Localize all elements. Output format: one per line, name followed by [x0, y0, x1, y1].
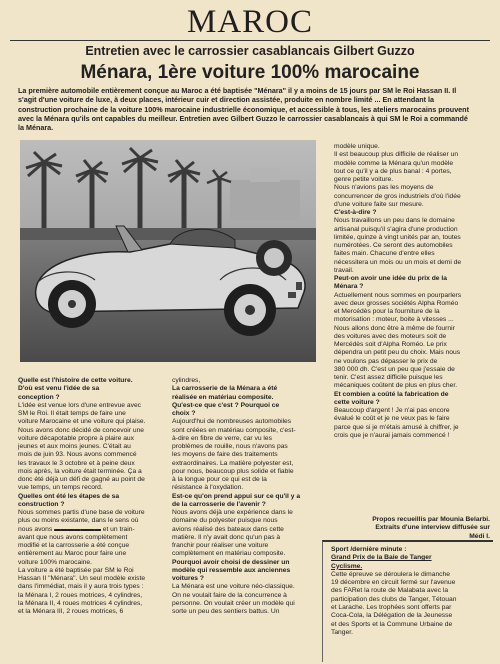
lead-line: s'agit d'une voiture de luxe, à deux places, intérieur cuir et direction assistée, produite en nombre limité ... En attendant la: [18, 95, 435, 105]
text-line: complètement en matériau composite.: [172, 550, 286, 558]
text-line: et Mercédès pour la fourniture de la: [334, 308, 440, 315]
column-1: [18, 377, 168, 616]
text-line: Et combien a coûté la fabrication de: [334, 390, 449, 398]
text-line: construction ?: [18, 500, 65, 508]
text-line: avions réalisé des bateaux dans cette: [172, 525, 284, 533]
text-line: tout ce qu'il y a de plus banal : 4 portes,: [334, 167, 452, 175]
text-line: artisanal puisqu'il s'agira d'une production: [334, 225, 458, 233]
text-line: voiture Marocaine et une voiture qui plaise.: [18, 418, 146, 426]
credit-line: Extraits d'une interview diffusée sur: [375, 524, 490, 532]
text-line: mécaniques coûtent de plus en plus cher.: [334, 382, 458, 390]
sport-news-line: et Larache. Les trophées sont offerts par: [331, 604, 452, 612]
text-line: Nous sommes partis d'une base de voiture: [18, 509, 145, 516]
text-line: nécessitera un mois ou un mois et demi de: [334, 258, 462, 266]
column-3: [334, 143, 490, 440]
article-credit: [340, 516, 490, 541]
sport-news-line: des FARet la route de Malabata avec la: [331, 587, 449, 595]
text-line: choix ?: [172, 410, 196, 417]
text-line: des voitures avec des moteurs soit de: [334, 332, 447, 340]
text-line: tenir. C'est assez difficile puisque les: [334, 374, 443, 381]
text-line: cylindres,: [172, 377, 201, 384]
text-line: Aujourd'hui de nombreuses automobiles: [172, 418, 292, 426]
text-line: voitures ?: [172, 575, 204, 582]
text-line: donc été déjà un défi de gagné au point de: [18, 476, 145, 483]
section-title: MAROC: [186, 4, 314, 40]
text-line: évalué le coût et je ne veux pas le faire: [334, 415, 450, 423]
sport-news-label: Sport /dernière minute :: [331, 546, 407, 553]
text-line: Nous n'avions pas les moyens de: [334, 184, 434, 192]
text-line: limitée, quinze à vingt unités par an, toutes: [334, 233, 461, 241]
text-line: extraordinaires. La matière polyester est,: [172, 459, 294, 467]
text-line: modèle comme la Ménara qu'un modèle: [334, 159, 454, 167]
text-line: Actuellement nous sommes en pourparlers: [334, 291, 462, 299]
text-line: cette voiture ?: [334, 398, 380, 406]
text-line: et la Ménara III, 2 roues motrices, 6: [18, 608, 124, 615]
text-line: crois que je n'aurai jamais commencé !: [334, 431, 450, 439]
text-line: modèle qui ressemble aux anciennes: [172, 566, 291, 574]
text-line: les moyens de faire des traitements: [172, 451, 278, 459]
text-line: avant que nous avons complètement: [18, 533, 128, 541]
text-line: jeunes et aux moins jeunes. C'était au: [18, 443, 131, 450]
text-line: conception ?: [18, 393, 60, 401]
sport-news-line: Tanger.: [331, 628, 353, 636]
text-line: franchir pour réaliser une voiture: [172, 542, 269, 549]
text-line: à-dire en fibre de verre, car vu les: [172, 434, 272, 442]
sport-news-line: Coca-Cola, la Délégation de la Jeunesse: [331, 612, 453, 620]
text-line: travail.: [334, 266, 354, 274]
text-line: concurrencer de gros industriels d'où l'idée: [334, 192, 461, 200]
text-line: Nous allons donc être à même de fournir: [334, 324, 455, 332]
text-line: voiture 100% marocaine.: [18, 558, 92, 566]
text-line: Beaucoup d'argent ! Je n'ai pas encore: [334, 407, 450, 414]
text-line: problèmes de rouille, nous n'avons pas: [172, 443, 288, 450]
text-line: la Ménara II, 4 roues motrices 4 cylindres,: [18, 599, 143, 607]
article-kicker: Entretien avec le carrossier casablancais Gilbert Guzzo: [85, 44, 415, 58]
text-line: parce que si je m'étais amusé à chiffrer, je: [334, 423, 459, 431]
text-line: Peut-on avoir une idée du prix de la: [334, 275, 447, 282]
lead-line: La première automobile entièrement conçue au Maroc a été baptisée "Ménara" il y a moins de 15 jours par SM le Roi Hassan II. Il: [18, 86, 457, 95]
text-line: Nous avons donc décidé de concevoir une: [18, 426, 145, 434]
text-line: 380 000 dh. C'est un peu que j'essaie de: [334, 365, 455, 373]
text-line: la Ménara I, 2 roues motrices, 4 cylindres,: [18, 591, 143, 599]
lead-line: construction prochaine de la voiture 100% marocaine industrielle économique, et accessible à tous, les ateliers marocains prouvent: [18, 104, 469, 114]
text-line: Nous travaillons un peu dans le domaine: [334, 217, 455, 225]
column-2: [172, 377, 320, 616]
article-lead: [18, 86, 486, 132]
text-line: motorisation : moteur, boite à vitesses ...: [334, 316, 454, 324]
credit-line: Médi I.: [469, 532, 490, 540]
text-line: modifié et la carrosserie a été conçue: [18, 542, 130, 549]
lead-line: la Ménara.: [18, 123, 54, 133]
text-line: sorte un peu des sentiers battus. Un: [172, 608, 280, 615]
article-headline: Ménara, 1ère voiture 100% marocaine: [80, 62, 420, 83]
sport-news-line: 19 décembre en circuit fermé sur l'avenue: [331, 579, 456, 587]
text-line: domaine du polyester puisque nous: [172, 517, 278, 525]
sport-news-subtitle: Cyclisme.: [331, 562, 363, 570]
text-line: voiture décapotable propre à plaire aux: [18, 434, 134, 442]
text-line: Quelles ont été les étapes de sa: [18, 492, 120, 500]
sport-news-line: et des Sports et la Commune Urbaine de: [331, 620, 453, 628]
text-line: numérotées. Ce seront des automobiles: [334, 242, 453, 249]
text-line: Nous avons déjà une expérience dans le: [172, 509, 293, 516]
text-line: L'idée est venue lors d'une entrevue avec: [18, 401, 142, 409]
text-line: La Ménara est une voiture néo-classique.: [172, 583, 295, 591]
sport-news-title: Grand Prix de la Baie de Tanger: [331, 554, 432, 562]
sport-news-line: Cette épreuve se déroulera le dimanche: [331, 570, 450, 578]
text-line: Quelle est l'histoire de cette voiture.: [18, 377, 133, 384]
text-line: personne. On voulait créer un modèle qui: [172, 599, 295, 607]
text-line: d'une voiture faite sur mesure.: [334, 200, 424, 208]
text-line: dépendra un petit peu du choix. Mais nous: [334, 349, 461, 357]
text-line: matière. Il n'y avait donc qu'un pas à: [172, 533, 281, 541]
text-line: mois après, la voiture était terminée. Ça a: [18, 467, 142, 475]
text-line: sont créées en matériau composite, c'est-: [172, 426, 296, 434]
text-line: ne voulons pas dépasser le prix de: [334, 357, 438, 365]
text-line: Mercédès soit d'Alpha Roméo. Le prix: [334, 341, 447, 348]
text-line: Ménara ?: [334, 283, 364, 291]
text-line: modèle unique.: [334, 143, 380, 150]
car-photo: [20, 140, 316, 362]
text-line: Hassan II "Ménara". Un seul modèle existe: [18, 575, 146, 582]
text-line: réalisée en matériau composite.: [172, 393, 274, 401]
text-line: Est-ce qu'on prend appui sur ce qu'il y a: [172, 492, 301, 500]
text-line: mois de juin 93. Nous avons commencé: [18, 451, 137, 459]
sport-news-line: participation des clubs de Tanger, Tétouan: [331, 595, 457, 603]
text-line: entièrement au Maroc pour faire une: [18, 550, 127, 558]
text-line: D'où est venu l'idée de sa: [18, 385, 100, 393]
text-line: Pourquoi avoir choisi de dessiner un: [172, 558, 290, 566]
text-line: les travaux le 3 octobre et à peine deux: [18, 459, 135, 467]
text-line: La carrosserie de la Ménara a été: [172, 385, 278, 393]
sport-news-content: [331, 546, 491, 637]
text-line: pour nous, beaucoup plus solide et fiable: [172, 467, 294, 475]
text-line: Il est beaucoup plus difficile de réaliser un: [334, 151, 459, 159]
text-line: La voiture a été baptisée par SM le Roi: [18, 566, 134, 574]
text-line: vue temps, un temps record.: [18, 484, 103, 492]
text-line: plus ou moins existante, dans le sens où: [18, 517, 139, 525]
lead-line: avec la Ménara qu'ils ont capables du meilleur. Entretien avec Gilbert Guzzo le carrossier casablancais à qui SM le Roi a commandé: [18, 113, 468, 123]
text-line: avec deux grosses sociétés Alpha Roméo: [334, 299, 459, 307]
text-line: faites main. Chacune d'entre elles: [334, 250, 435, 258]
text-line: dans l'immédiat, mais il y aura trois types :: [18, 583, 144, 591]
text-line: de la carrosserie de l'avenir ?: [172, 500, 266, 508]
title-rule: [10, 40, 490, 41]
text-line: Qu'est-ce que c'est ? Pourquoi ce: [172, 401, 280, 409]
sport-news-box: [322, 540, 493, 662]
text-line: résistance à l'oxydation.: [172, 484, 244, 492]
text-line: SM le Roi. Il était temps de faire une: [18, 410, 126, 417]
text-line: genre petite voiture.: [334, 176, 394, 183]
text-line: On ne voulait faire de la concurrence à: [172, 591, 287, 599]
text-line: à la longue pour ce qui est de la: [172, 476, 267, 483]
credit-line: Propos recueillis par Mounia Belarbi.: [372, 516, 490, 523]
text-line: C'est-à-dire ?: [334, 209, 377, 216]
text-line: nous avons ▬▬▬▬▬▬▬ et un train-: [18, 525, 135, 533]
